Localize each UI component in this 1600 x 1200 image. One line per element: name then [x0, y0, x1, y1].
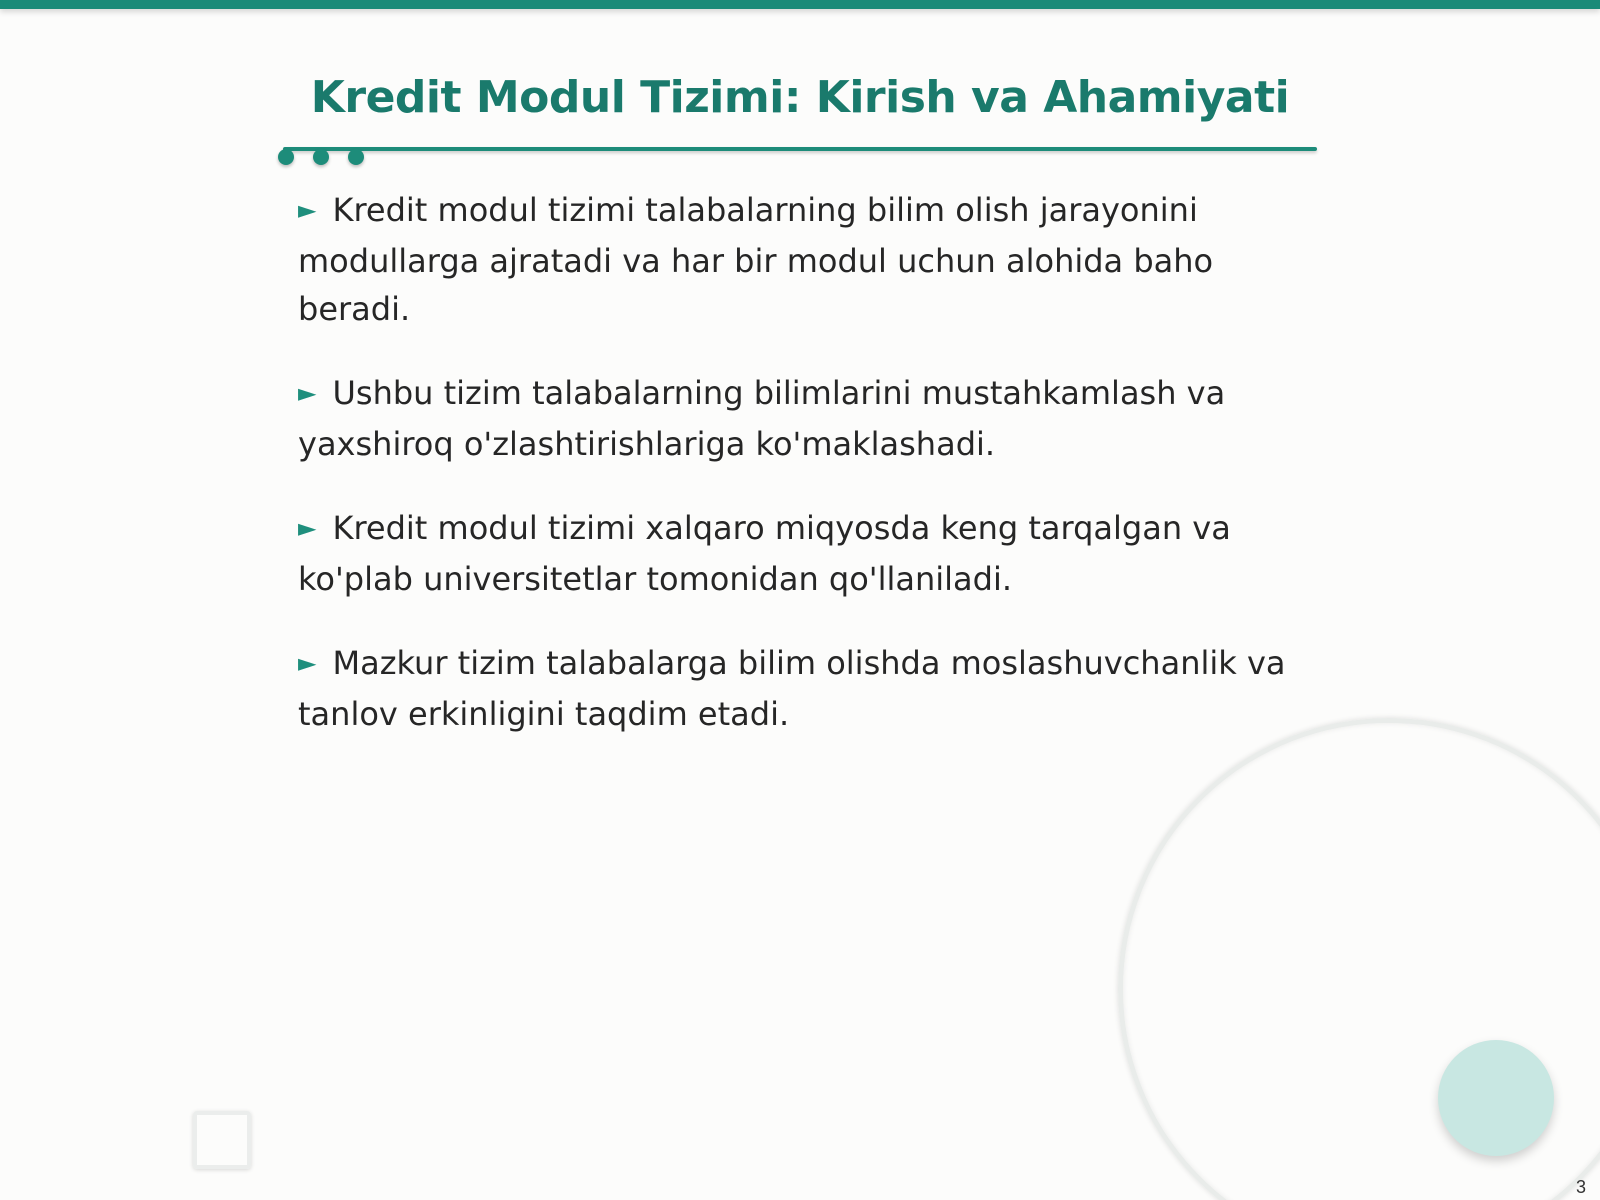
bullet-item — [298, 639, 1308, 738]
decor-dot — [313, 149, 329, 165]
bullet-arrow-icon: ► — [298, 649, 317, 677]
bullet-text: Kredit modul tizimi xalqaro miqyosda keng tarqalgan va ko'plab universitetlar tomonidan qo'llaniladi. — [298, 509, 1231, 598]
bullet-arrow-icon: ► — [298, 514, 317, 542]
bullet-arrow-icon: ► — [298, 196, 317, 224]
bullet-text: Kredit modul tizimi talabalarning bilim olish jarayonini modullarga ajratadi va har bir modul uchun alohida baho beradi. — [298, 191, 1214, 328]
bullet-arrow-icon: ► — [298, 379, 317, 407]
bullet-text: Ushbu tizim talabalarning bilimlarini mustahkamlash va yaxshiroq o'zlashtirishlariga ko'maklashadi. — [298, 374, 1226, 463]
bullet-item — [298, 186, 1308, 333]
title-underline — [283, 147, 1317, 151]
decor-dot — [278, 149, 294, 165]
decor-circle — [1438, 1040, 1554, 1156]
bullet-item — [298, 504, 1308, 603]
decor-square — [193, 1111, 251, 1169]
top-accent-bar — [0, 0, 1600, 9]
bullet-text: Mazkur tizim talabalarga bilim olishda moslashuvchanlik va tanlov erkinligini taqdim etadi. — [298, 644, 1286, 733]
slide-title: Kredit Modul Tizimi: Kirish va Ahamiyati — [310, 72, 1290, 123]
bullet-list — [298, 186, 1308, 774]
decor-dot — [348, 149, 364, 165]
bullet-item — [298, 369, 1308, 468]
page-number: 3 — [1575, 1177, 1586, 1197]
